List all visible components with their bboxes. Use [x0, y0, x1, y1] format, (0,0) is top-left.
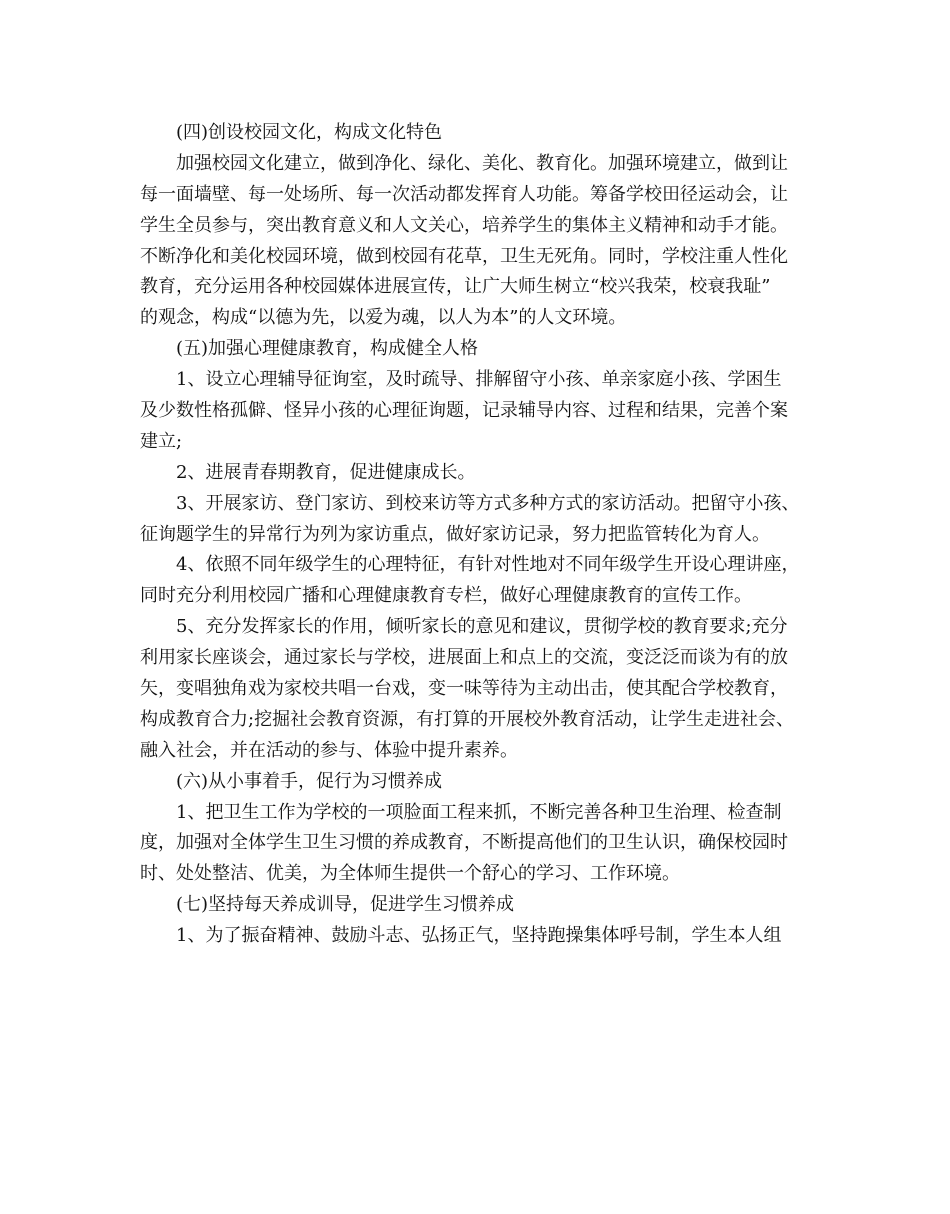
text-line: (六)从小事着手，促行为习惯养成: [176, 770, 443, 792]
text-line: 每一面墙壁、每一处场所、每一次活动都发挥育人功能。筹备学校田径运动会，让: [140, 183, 788, 205]
text-line: 度，加强对全体学生卫生习惯的养成教育，不断提高他们的卫生认识，确保校园时: [140, 832, 788, 854]
text-line: 5、充分发挥家长的作用，倾听家长的意见和建议，贯彻学校的教育要求;充分: [176, 616, 788, 638]
text-line: 1、为了振奋精神、鼓励斗志、弘扬正气，坚持跑操集体呼号制，学生本人组: [176, 925, 782, 947]
text-line: 的观念，构成“以德为先，以爱为魂，以人为本”的人文环境。: [140, 307, 627, 329]
text-line: 不断净化和美化校园环境，做到校园有花草，卫生无死角。同时，学校注重人性化: [140, 245, 788, 267]
text-line: 同时充分利用校园广播和心理健康教育专栏，做好心理健康教育的宣传工作。: [140, 585, 752, 607]
text-line: (五)加强心理健康教育，构成健全人格: [176, 338, 479, 360]
text-line: 及少数性格孤僻、怪异小孩的心理征询题，记录辅导内容、过程和结果，完善个案: [140, 400, 788, 422]
text-line: 2、进展青春期教育，促进健康成长。: [176, 461, 476, 483]
text-line: 学生全员参与，突出教育意义和人文关心，培养学生的集体主义精神和动手才能。: [140, 214, 788, 236]
text-line: 加强校园文化建立，做到净化、绿化、美化、教育化。加强环境建立，做到让: [176, 152, 788, 174]
text-line: 3、开展家访、登门家访、到校来访等方式多种方式的家访活动。把留守小孩、: [176, 492, 800, 514]
text-line: 1、设立心理辅导征询室，及时疏导、排解留守小孩、单亲家庭小孩、学困生: [176, 369, 782, 391]
text-line: (四)创设校园文化，构成文化特色: [176, 122, 443, 143]
text-line: 时、处处整洁、优美，为全体师生提供一个舒心的学习、工作环境。: [140, 863, 680, 885]
text-line: 建立;: [140, 430, 183, 452]
text-line: 构成教育合力;挖掘社会教育资源，有打算的开展校外教育活动，让学生走进社会、: [140, 708, 795, 730]
text-line: 融入社会，并在活动的参与、体验中提升素养。: [140, 739, 518, 761]
text-line: 矢，变唱独角戏为家校共唱一台戏，变一味等待为主动出击，使其配合学校教育，: [140, 678, 788, 700]
text-line: 利用家长座谈会，通过家长与学校，进展面上和点上的交流，变泛泛而谈为有的放: [140, 647, 788, 669]
text-line: 1、把卫生工作为学校的一项脸面工程来抓，不断完善各种卫生治理、检查制: [176, 801, 782, 823]
text-line: 4、依照不同年级学生的心理特征，有针对性地对不同年级学生开设心理讲座，: [176, 554, 800, 576]
text-line: (七)坚持每天养成训导，促进学生习惯养成: [176, 894, 515, 916]
text-line: 征询题学生的异常行为列为家访重点，做好家访记录，努力把监管转化为育人。: [140, 523, 770, 545]
text-line: 教育，充分运用各种校园媒体进展宣传，让广大师生树立“校兴我荣，校衰我耻”: [140, 276, 771, 298]
document-body: [140, 118, 830, 952]
